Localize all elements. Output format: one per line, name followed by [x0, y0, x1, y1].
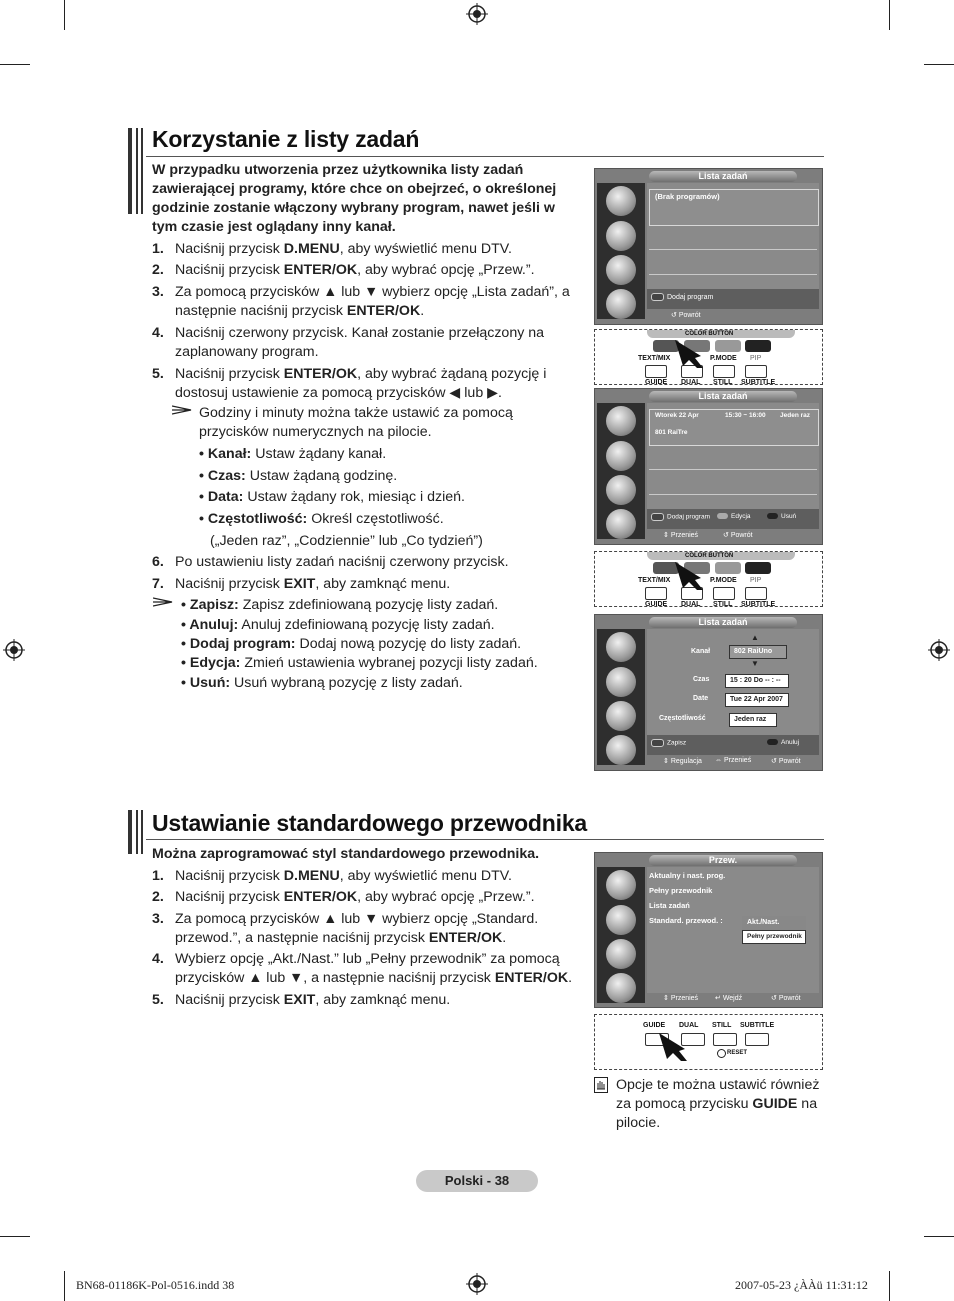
nav-back[interactable]: ↺ Powrót	[771, 995, 801, 1002]
row-date: Wtorek 22 Apr	[655, 412, 699, 419]
menu-item[interactable]: Pełny przewodnik	[649, 886, 713, 895]
pmode-button[interactable]	[713, 365, 735, 378]
menu-sidebar	[597, 867, 645, 1003]
crop-mark	[889, 1271, 890, 1301]
setup-menu-icon	[606, 509, 636, 539]
crop-mark	[924, 64, 954, 65]
remote-strip	[594, 329, 823, 385]
subtitle-label: SUBTITLE	[741, 379, 776, 385]
footer-add[interactable]: Dodaj program	[651, 513, 710, 521]
crop-mark	[64, 0, 65, 30]
footer-cancel[interactable]: Anuluj	[767, 739, 799, 746]
menu-item[interactable]: Standard. przewod. :	[649, 916, 723, 925]
arrow-note-icon	[153, 597, 173, 607]
footer-date: 2007-05-23 ¿ÀÀü 11:31:12	[735, 1278, 868, 1292]
arrow-note-icon	[172, 405, 192, 415]
divider	[649, 494, 817, 495]
label-time: Czas	[693, 676, 710, 683]
subtitle-label: SUBTITLE	[741, 601, 776, 607]
section-bar	[141, 810, 143, 854]
date-field[interactable]: Tue 22 Apr 2007	[725, 693, 789, 707]
pmode-label: P.MODE	[710, 577, 737, 584]
tv-screen-task-list-item	[594, 388, 823, 545]
bullet-item: • Czas: Ustaw żądaną godzinę.	[199, 468, 398, 484]
setup-menu-icon	[606, 289, 636, 319]
bullet-item: • Dodaj program: Dodaj nową pozycję do listy zadań.	[181, 636, 522, 652]
yellow-button[interactable]	[715, 562, 741, 574]
time-field[interactable]: 15 : 20 Do -- : --	[725, 674, 789, 688]
label-frequency: Częstotliwość	[659, 715, 706, 722]
menu-sidebar	[597, 403, 645, 539]
pip-label: PIP	[750, 355, 762, 362]
section-rule	[146, 156, 824, 157]
pointer-arrow-icon	[671, 558, 711, 592]
tip-text: Opcje te można ustawić również za pomocą przycisku GUIDE na pilocie.	[616, 1077, 820, 1131]
row-channel: 801 RaiTre	[655, 429, 688, 436]
section-title: Ustawianie standardowego przewodnika	[152, 810, 587, 836]
nav-back[interactable]: ↺ Powrót	[771, 758, 801, 765]
section-title: Korzystanie z listy zadań	[152, 126, 420, 152]
still-label: STILL	[712, 1022, 732, 1029]
footer-file: BN68-01186K-Pol-0516.indd 38	[76, 1278, 235, 1292]
pmode-button[interactable]	[713, 587, 735, 600]
screen-panel	[647, 183, 819, 309]
step-item: 6. Po ustawieniu listy zadań naciśnij czerwony przycisk.	[152, 554, 509, 570]
screen-panel	[647, 403, 819, 529]
subtitle-button[interactable]	[745, 1033, 769, 1046]
step-item: 4. Naciśnij czerwony przycisk. Kanał zostanie przełączony na zaplanowany program.	[152, 325, 545, 360]
section-bar	[141, 128, 143, 214]
step-item: 1. Naciśnij przycisk D.MENU, aby wyświetlić menu DTV.	[152, 241, 512, 257]
sound-menu-icon	[606, 667, 636, 697]
remote-strip	[594, 551, 823, 607]
row-time: 15:30 ~ 16:00	[725, 412, 766, 419]
setup-menu-icon	[606, 735, 636, 765]
nav-move[interactable]: ⇕ Przenieś	[663, 532, 699, 539]
screen-panel	[647, 867, 819, 993]
section-bar	[128, 128, 132, 214]
crop-mark	[0, 64, 30, 65]
menu-sidebar	[597, 183, 645, 319]
picture-menu-icon	[606, 632, 636, 662]
step-item: 2. Naciśnij przycisk ENTER/OK, aby wybrać opcję „Przew.”.	[152, 262, 535, 278]
registration-mark-icon	[466, 1273, 488, 1295]
menu-sidebar	[597, 629, 645, 765]
reset-label: RESET	[727, 1050, 748, 1056]
guide-label: GUIDE	[643, 1022, 666, 1029]
section-bar	[136, 810, 138, 854]
reset-button-icon[interactable]	[717, 1049, 726, 1058]
divider	[649, 274, 817, 275]
setup-menu-icon	[606, 973, 636, 1003]
yellow-button[interactable]	[715, 340, 741, 352]
channel-menu-icon	[606, 255, 636, 285]
still-button[interactable]	[713, 1033, 737, 1046]
pip-label: PIP	[750, 577, 762, 584]
blue-button[interactable]	[745, 340, 771, 352]
down-arrow-icon[interactable]: ▼	[751, 659, 759, 668]
section-rule	[146, 839, 824, 840]
bullet-item: • Data: Ustaw żądany rok, miesiąc i dzień.	[199, 489, 465, 505]
tv-screen-task-list-empty	[594, 168, 823, 325]
sound-menu-icon	[606, 221, 636, 251]
color-button-label: COLOR BUTTON	[685, 553, 734, 559]
picture-menu-icon	[606, 870, 636, 900]
step-item: 4. Wybierz opcję „Akt./Nast.” lub „Pełny przewodnik” za pomocą przycisków ▲ lub ▼, a następnie naciśnij przycisk ENTER/OK.	[152, 951, 573, 986]
screen-title: Lista zadań	[649, 391, 797, 402]
registration-mark-icon	[3, 639, 25, 661]
section-bar	[128, 810, 132, 854]
frequency-field[interactable]: Jeden raz	[729, 713, 777, 727]
crop-mark	[924, 1236, 954, 1237]
section-intro: Można zaprogramować styl standardowego przewodnika.	[152, 846, 540, 862]
up-arrow-icon[interactable]: ▲	[751, 633, 759, 642]
bullet-item: • Edycja: Zmień ustawienia wybranej pozycji listy zadań.	[181, 655, 538, 671]
hand-note-icon	[594, 1077, 608, 1093]
crop-mark	[64, 1271, 65, 1301]
crop-mark	[0, 1236, 30, 1237]
guide-label: GUIDE	[645, 601, 668, 607]
pmode-label: P.MODE	[710, 355, 737, 362]
section-intro: W przypadku utworzenia przez użytkownika listy zadań zawierającej programy, które chce on obejrzeć, o określonej godzinie zostanie włączony wybrany program, nawet jeśli w tym czasie jest oglądany inny kanał.	[152, 162, 557, 235]
picture-menu-icon	[606, 186, 636, 216]
dual-label: DUAL	[679, 1022, 699, 1029]
crop-mark	[889, 0, 890, 30]
row-frequency: Jeden raz	[780, 412, 810, 419]
step-item: 7. Naciśnij przycisk EXIT, aby zamknąć menu.	[152, 576, 451, 592]
screen-title: Lista zadań	[649, 171, 797, 182]
dual-label: DUAL	[681, 601, 701, 607]
text-mix-button[interactable]	[645, 365, 667, 378]
registration-mark-icon	[466, 3, 488, 25]
bullet-extra: („Jeden raz”, „Codziennie” lub „Co tydzień”)	[210, 533, 483, 549]
nav-back[interactable]: ↺ Powrót	[671, 312, 701, 319]
tv-screen-guide	[594, 852, 823, 1008]
option-now-next[interactable]: Akt./Nast.	[742, 916, 806, 930]
divider	[649, 469, 817, 470]
registration-mark-icon	[928, 639, 950, 661]
footer-edit[interactable]: Edycja	[717, 513, 751, 520]
nav-adjust[interactable]: ⇕ Regulacja	[663, 758, 702, 765]
dual-label: DUAL	[681, 379, 701, 385]
channel-field[interactable]: 802 RaiUno	[729, 645, 787, 659]
footer-save[interactable]: Zapisz	[651, 739, 686, 747]
pointer-arrow-icon	[671, 336, 711, 370]
sound-menu-icon	[606, 441, 636, 471]
screen-panel	[647, 629, 819, 755]
bullet-item: • Częstotliwość: Określ częstotliwość.	[199, 511, 444, 527]
still-label: STILL	[713, 601, 733, 607]
step-item: 3. Za pomocą przycisków ▲ lub ▼ wybierz opcję „Lista zadań”, a następnie naciśnij przycisk ENTER/OK.	[152, 284, 570, 319]
nav-back[interactable]: ↺ Powrót	[723, 532, 753, 539]
empty-text: (Brak programów)	[655, 192, 720, 201]
bullet-item: • Usuń: Usuń wybraną pozycję z listy zadań.	[181, 675, 463, 691]
label-channel: Kanał	[691, 648, 711, 655]
bullet-item: • Zapisz: Zapisz zdefiniowaną pozycję listy zadań.	[181, 597, 499, 613]
menu-item[interactable]: Lista zadań	[649, 901, 690, 910]
text-mix-label: TEXT/MIX	[638, 355, 671, 362]
pip-button[interactable]	[745, 365, 767, 378]
note-text: Godziny i minuty można także ustawić za pomocą przycisków numerycznych na pilocie.	[199, 405, 513, 440]
step-item: 3. Za pomocą przycisków ▲ lub ▼ wybierz opcję „Standard. przewod.”, a następnie naciśnij przycisk ENTER/OK.	[152, 911, 539, 946]
channel-menu-icon	[606, 701, 636, 731]
bullet-item: • Anuluj: Anuluj zdefiniowaną pozycję listy zadań.	[181, 617, 495, 633]
subtitle-label: SUBTITLE	[740, 1022, 775, 1029]
nav-move[interactable]: ⇔ Przenieś	[715, 757, 752, 764]
channel-menu-icon	[606, 475, 636, 505]
step-item: 1. Naciśnij przycisk D.MENU, aby wyświetlić menu DTV.	[152, 868, 512, 884]
screen-title: Przew.	[649, 855, 797, 866]
channel-menu-icon	[606, 939, 636, 969]
bullet-item: • Kanał: Ustaw żądany kanał.	[199, 446, 387, 462]
footer-delete[interactable]: Usuń	[767, 513, 796, 520]
pointer-arrow-icon	[655, 1029, 695, 1063]
text-mix-label: TEXT/MIX	[638, 577, 671, 584]
tv-screen-task-edit	[594, 614, 823, 771]
picture-menu-icon	[606, 406, 636, 436]
page-number-badge: Polski - 38	[416, 1170, 538, 1192]
pip-button[interactable]	[745, 587, 767, 600]
color-button-label: COLOR BUTTON	[685, 331, 734, 337]
option-full-guide[interactable]: Pełny przewodnik	[742, 930, 806, 944]
blue-button[interactable]	[745, 562, 771, 574]
still-label: STILL	[713, 379, 733, 385]
section-bar	[136, 128, 138, 214]
footer-item[interactable]: Dodaj program	[651, 293, 713, 301]
remote-strip	[594, 1014, 823, 1070]
guide-label: GUIDE	[645, 379, 668, 385]
sound-menu-icon	[606, 905, 636, 935]
menu-item[interactable]: Aktualny i nast. prog.	[649, 871, 726, 880]
step-item: 2. Naciśnij przycisk ENTER/OK, aby wybrać opcję „Przew.”.	[152, 889, 535, 905]
nav-enter[interactable]: ↵ Wejdź	[715, 995, 743, 1002]
nav-move[interactable]: ⇕ Przenieś	[663, 995, 699, 1002]
step-item: 5. Naciśnij przycisk ENTER/OK, aby wybrać żądaną pozycję i dostosuj ustawienie za pomocą przycisków ◀ lub ▶.	[152, 366, 547, 401]
divider	[649, 249, 817, 250]
text-mix-button[interactable]	[645, 587, 667, 600]
label-date: Date	[693, 695, 709, 702]
step-item: 5. Naciśnij przycisk EXIT, aby zamknąć menu.	[152, 992, 451, 1008]
screen-title: Lista zadań	[649, 617, 797, 628]
